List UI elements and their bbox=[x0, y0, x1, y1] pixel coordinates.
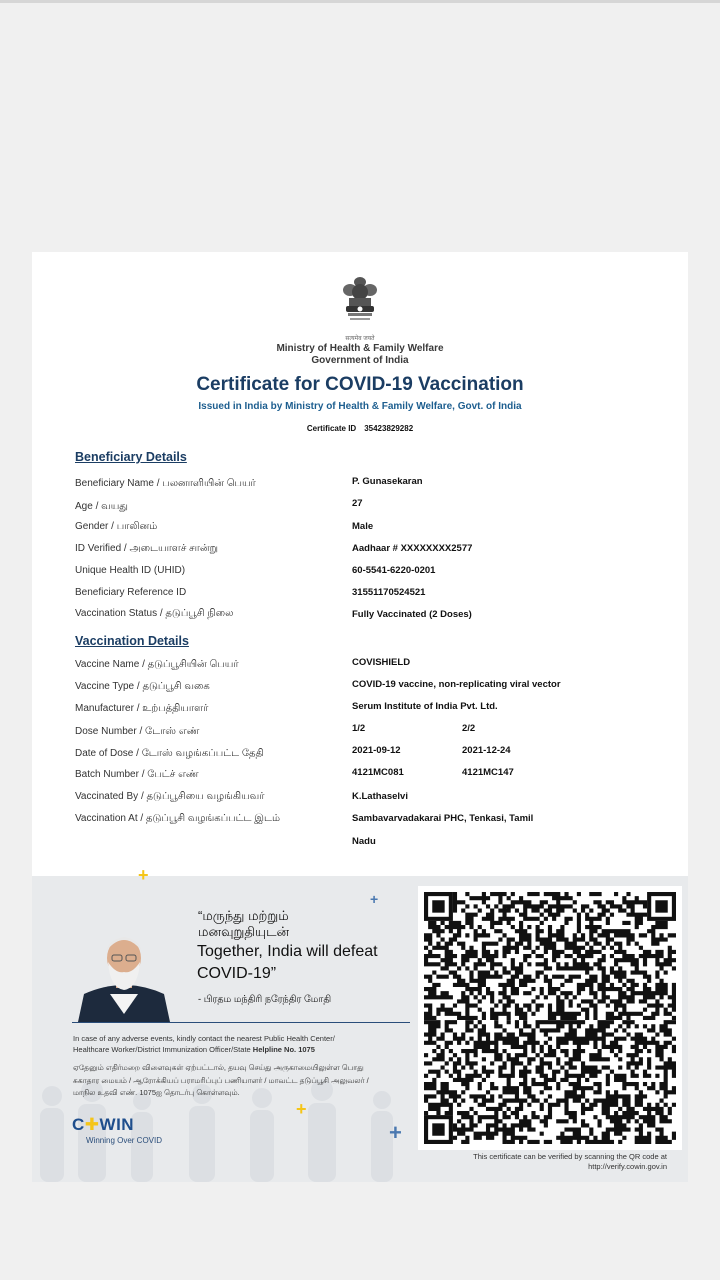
vaccinated-by-value: K.Lathaselvi bbox=[352, 791, 408, 802]
qr-code-icon bbox=[418, 886, 682, 1150]
dose-2-date: 2021-12-24 bbox=[462, 745, 511, 756]
adverse-ta-line3: மாநில உதவி எண். 1075ஐ தொடர்பு கொள்ளவும். bbox=[73, 1088, 240, 1097]
reference-id-value: 31551170524521 bbox=[352, 587, 426, 598]
national-emblem-icon bbox=[336, 276, 384, 334]
dose-number-label: Dose Number / டோஸ் எண் bbox=[75, 726, 200, 737]
quote-english-line1: Together, India will defeat bbox=[197, 943, 378, 960]
id-verified-value: Aadhaar # XXXXXXXX2577 bbox=[352, 543, 473, 554]
verify-note bbox=[420, 1152, 667, 1172]
cowin-logo-c: C bbox=[72, 1115, 85, 1134]
quote-tamil bbox=[198, 908, 289, 940]
adverse-events-english bbox=[73, 1034, 403, 1055]
certificate-id-label: Certificate ID bbox=[306, 424, 357, 433]
quote-english-line2: COVID-19” bbox=[197, 965, 277, 982]
age-value: 27 bbox=[352, 498, 363, 509]
beneficiary-name-value: P. Gunasekaran bbox=[352, 476, 423, 487]
vaccinated-by-label: Vaccinated By / தடுப்பூசியை வழங்கியவர் bbox=[75, 791, 265, 802]
adverse-line2-text: Healthcare Worker/District Immunization Officer/State bbox=[73, 1044, 253, 1054]
cowin-logo-o-icon: ✚ bbox=[84, 1115, 100, 1134]
qr-finder-pattern bbox=[432, 1123, 444, 1135]
vaccine-type-label: Vaccine Type / தடுப்பூசி வகை bbox=[75, 681, 210, 692]
footer-divider bbox=[72, 1022, 410, 1023]
batch-number-label: Batch Number / பேட்ச் எண் bbox=[75, 769, 199, 780]
prime-minister-photo bbox=[70, 914, 178, 1022]
helpline-number: Helpline No. 1075 bbox=[252, 1044, 315, 1054]
id-verified-label: ID Verified / அடையாளச் சான்று bbox=[75, 543, 218, 554]
certificate-subtitle: Issued in India by Ministry of Health & Family Welfare, Govt. of India bbox=[198, 401, 522, 412]
cowin-logo bbox=[72, 1115, 134, 1135]
emblem-motto: सत्यमेव जयते bbox=[345, 336, 375, 342]
manufacturer-value: Serum Institute of India Pvt. Ltd. bbox=[352, 701, 498, 712]
uhid-label: Unique Health ID (UHID) bbox=[75, 565, 186, 576]
manufacturer-label: Manufacturer / உற்பத்தியாளர் bbox=[75, 703, 209, 714]
vaccination-status-label: Vaccination Status / தடுப்பூசி நிலை bbox=[75, 608, 234, 619]
qr-code[interactable] bbox=[418, 886, 682, 1150]
top-divider bbox=[0, 0, 720, 3]
certificate-id-line bbox=[32, 424, 688, 433]
cowin-tagline: Winning Over COVID bbox=[86, 1136, 163, 1145]
dose-2-number: 2/2 bbox=[462, 723, 476, 734]
adverse-line2 bbox=[73, 1045, 403, 1056]
quote-attribution: - பிரதம மந்திரி நரேந்திர மோதி bbox=[198, 994, 332, 1005]
dose-1-batch: 4121MC081 bbox=[352, 767, 404, 778]
uhid-value: 60-5541-6220-0201 bbox=[352, 565, 436, 576]
verify-note-line2: http://verify.cowin.gov.in bbox=[588, 1162, 667, 1171]
cowin-logo-win: WIN bbox=[99, 1115, 135, 1134]
vaccination-details-heading: Vaccination Details bbox=[75, 634, 189, 648]
adverse-ta-line2: சுகாதார மையம் / ஆரோக்கியப் பராமரிப்புப் பணியாளர் / மாவட்ட தடுப்பூசி அலுவலர் / bbox=[73, 1075, 369, 1085]
plus-decoration-icon: + bbox=[389, 1120, 402, 1145]
certificate-title: Certificate for COVID-19 Vaccination bbox=[196, 374, 524, 395]
gender-label: Gender / பாலினம் bbox=[75, 521, 158, 532]
vaccine-name-value: COVISHIELD bbox=[352, 657, 411, 668]
government-name: Government of India bbox=[311, 355, 409, 366]
quote-english bbox=[197, 941, 407, 985]
certificate-footer bbox=[32, 865, 688, 1182]
dose-date-label: Date of Dose / டோஸ் வழங்கப்பட்ட தேதி bbox=[75, 748, 264, 759]
beneficiary-details-heading: Beneficiary Details bbox=[75, 450, 187, 464]
vaccinated-at-label: Vaccination At / தடுப்பூசி வழங்கப்பட்ட இடம் bbox=[75, 813, 280, 824]
plus-decoration-icon: + bbox=[370, 891, 379, 907]
ministry-name: Ministry of Health & Family Welfare bbox=[276, 343, 444, 354]
dose-1-date: 2021-09-12 bbox=[352, 745, 401, 756]
verify-note-line1: This certificate can be verified by scanning the QR code at bbox=[473, 1152, 667, 1161]
quote-tamil-line2: மனவுறுதியுடன் bbox=[198, 924, 290, 939]
vaccination-status-value: Fully Vaccinated (2 Doses) bbox=[352, 609, 472, 620]
adverse-line1: In case of any adverse events, kindly contact the nearest Public Health Center/ bbox=[73, 1034, 335, 1043]
dose-1-number: 1/2 bbox=[352, 723, 366, 734]
gender-value: Male bbox=[352, 521, 374, 532]
quote-tamil-line1: “மருந்து மற்றும் bbox=[198, 908, 289, 923]
dose-2-batch: 4121MC147 bbox=[462, 767, 514, 778]
adverse-events-tamil bbox=[73, 1062, 403, 1100]
plus-decoration-icon: + bbox=[138, 865, 149, 885]
reference-id-label: Beneficiary Reference ID bbox=[75, 587, 187, 598]
vaccine-name-label: Vaccine Name / தடுப்பூசியின் பெயர் bbox=[75, 659, 239, 670]
vaccine-type-value: COVID-19 vaccine, non-replicating viral vector bbox=[352, 679, 561, 690]
adverse-ta-line1: ஏதேனும் எதிர்மறை விளைவுகள் ஏற்பட்டால், தயவு செய்து அருகாமையிலுள்ள பொது bbox=[73, 1063, 364, 1072]
vaccination-certificate bbox=[32, 252, 688, 1182]
beneficiary-name-label: Beneficiary Name / பலனாளியின் பெயர் bbox=[75, 478, 256, 489]
vaccinated-at-value-line1: Sambavarvadakarai PHC, Tenkasi, Tamil bbox=[352, 813, 534, 824]
qr-finder-pattern bbox=[432, 900, 444, 912]
plus-decoration-icon: + bbox=[296, 1099, 307, 1119]
certificate-id-value: 35423829282 bbox=[364, 424, 414, 433]
vaccinated-at-value-line2: Nadu bbox=[352, 836, 376, 847]
age-label: Age / வயது bbox=[75, 501, 128, 512]
qr-finder-pattern bbox=[655, 900, 667, 912]
